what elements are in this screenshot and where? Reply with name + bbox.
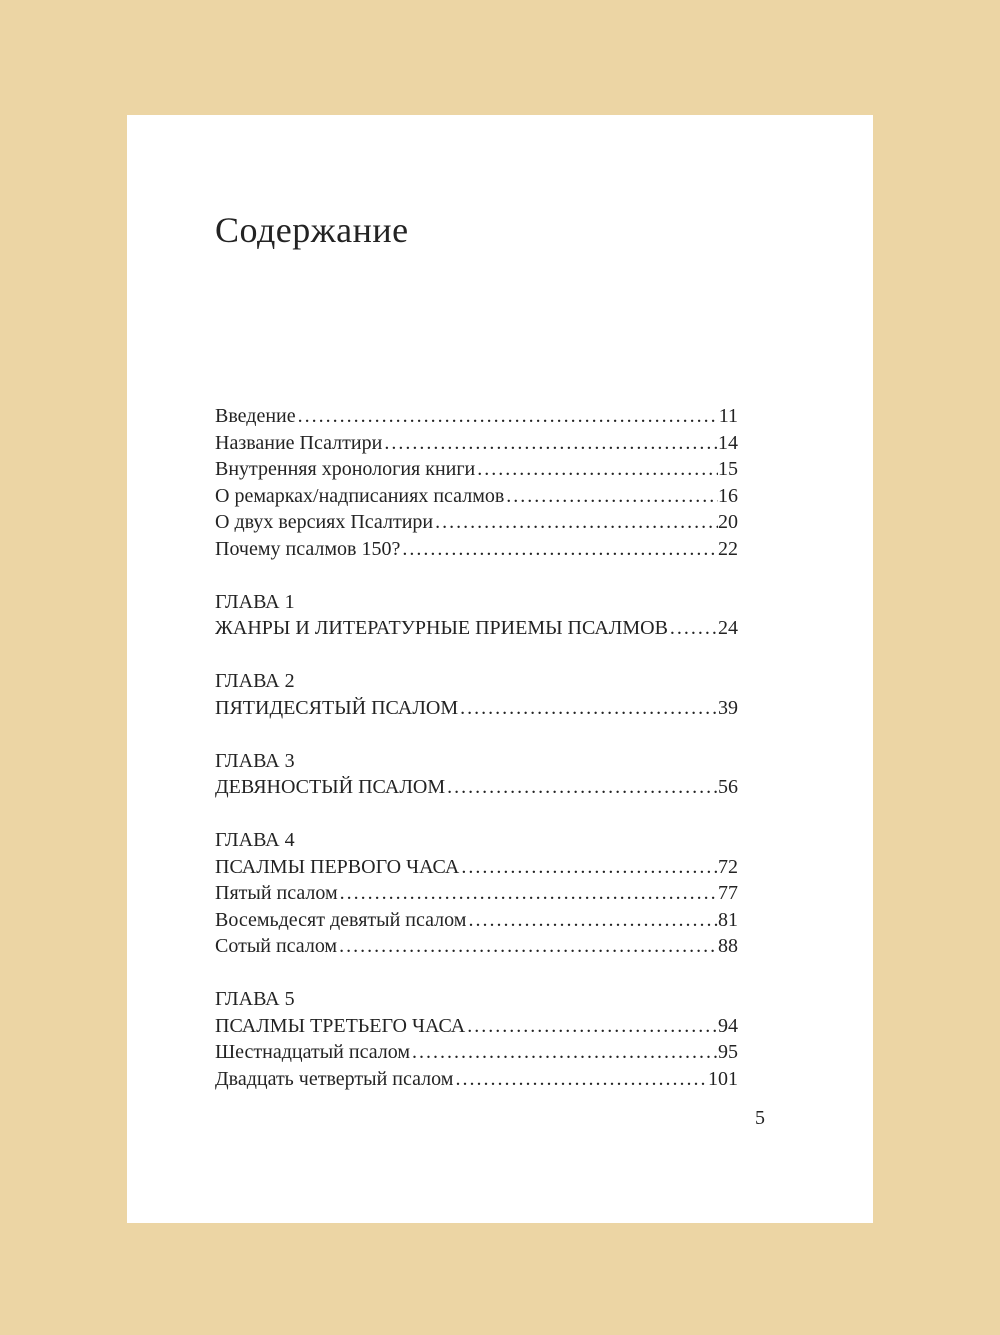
toc-entry-label: ПСАЛМЫ ТРЕТЬЕГО ЧАСА [215, 1014, 466, 1037]
toc-entry-page: 22 [718, 537, 738, 560]
dot-leader [458, 695, 718, 722]
toc-entry-page: 94 [718, 1014, 738, 1037]
dot-leader [433, 509, 718, 536]
toc-entry-label: ЖАНРЫ И ЛИТЕРАТУРНЫЕ ПРИЕМЫ ПСАЛМОВ [215, 617, 668, 639]
toc-chapter-4 [215, 827, 738, 960]
toc-entry [215, 695, 738, 722]
toc-entry [215, 854, 738, 881]
dot-leader [453, 1066, 708, 1093]
toc-chapter-5 [215, 986, 738, 1092]
toc-entry-page: 24 [718, 617, 738, 639]
page-number: 5 [755, 1107, 765, 1129]
dot-leader [410, 1039, 718, 1066]
dot-leader [445, 774, 718, 801]
book-page [127, 115, 873, 1223]
dot-leader [400, 536, 718, 563]
toc-entry [215, 536, 738, 563]
toc-entry-page: 11 [718, 405, 738, 427]
toc-entry [215, 509, 738, 536]
toc-chapter-1 [215, 589, 738, 642]
dot-leader [338, 880, 718, 907]
toc-entry-label: Название Псалтири [215, 431, 383, 454]
dot-leader [459, 854, 718, 881]
toc-entry [215, 774, 738, 801]
toc-intro-group [215, 403, 738, 562]
toc-entry-page: 95 [718, 1041, 738, 1063]
toc-entry-label: Двадцать четвертый псалом [215, 1067, 454, 1090]
chapter-heading: ГЛАВА 3 [215, 749, 295, 772]
toc-entry-label: ПСАЛМЫ ПЕРВОГО ЧАСА [215, 855, 460, 878]
chapter-heading: ГЛАВА 5 [215, 988, 295, 1010]
page-title: Содержание [215, 210, 409, 250]
toc-entry [215, 615, 738, 642]
toc-entry-label: Шестнадцатый псалом [215, 1041, 410, 1063]
toc-entry-page: 72 [718, 855, 738, 878]
toc-entry-page: 77 [718, 882, 738, 904]
toc-entry-page: 56 [718, 776, 738, 798]
toc-entry [215, 1013, 738, 1040]
dot-leader [296, 403, 719, 430]
toc-entry-page: 39 [718, 696, 738, 719]
toc-entry [215, 880, 738, 907]
table-of-contents [215, 403, 738, 1092]
dot-leader [465, 1013, 718, 1040]
toc-chapter-2 [215, 668, 738, 721]
toc-entry-label: Почему псалмов 150? [215, 537, 401, 560]
toc-entry-page: 16 [718, 484, 738, 507]
toc-entry-label: Сотый псалом [215, 935, 338, 957]
toc-entry-label: О двух версиях Псалтири [215, 511, 434, 533]
toc-entry-label: Пятый псалом [215, 882, 338, 904]
toc-entry [215, 1066, 738, 1093]
dot-leader [504, 483, 718, 510]
toc-entry-label: ПЯТИДЕСЯТЫЙ ПСАЛОМ [215, 696, 459, 719]
toc-entry-label: Восемьдесят девятый псалом [215, 908, 467, 931]
chapter-heading: ГЛАВА 2 [215, 670, 295, 692]
toc-entry [215, 456, 738, 483]
toc-entry [215, 430, 738, 457]
toc-entry [215, 1039, 738, 1066]
toc-entry-page: 20 [718, 511, 738, 533]
toc-entry-page: 101 [708, 1067, 738, 1090]
toc-entry [215, 483, 738, 510]
toc-entry [215, 907, 738, 934]
toc-entry [215, 403, 738, 430]
dot-leader [475, 456, 718, 483]
toc-entry-page: 15 [718, 458, 738, 480]
dot-leader [337, 933, 718, 960]
dot-leader [466, 907, 718, 934]
toc-entry-page: 81 [718, 908, 738, 931]
toc-entry-label: Внутренняя хронология книги [215, 458, 476, 480]
toc-entry-label: О ремарках/надписаниях псалмов [215, 484, 505, 507]
toc-entry-page: 88 [718, 935, 738, 957]
dot-leader [382, 430, 718, 457]
toc-chapter-3 [215, 748, 738, 801]
chapter-heading: ГЛАВА 1 [215, 590, 295, 613]
chapter-heading: ГЛАВА 4 [215, 829, 295, 851]
toc-entry [215, 933, 738, 960]
toc-entry-label: ДЕВЯНОСТЫЙ ПСАЛОМ [215, 776, 446, 798]
toc-entry-page: 14 [718, 431, 738, 454]
dot-leader [668, 615, 718, 642]
toc-entry-label: Введение [215, 405, 296, 427]
